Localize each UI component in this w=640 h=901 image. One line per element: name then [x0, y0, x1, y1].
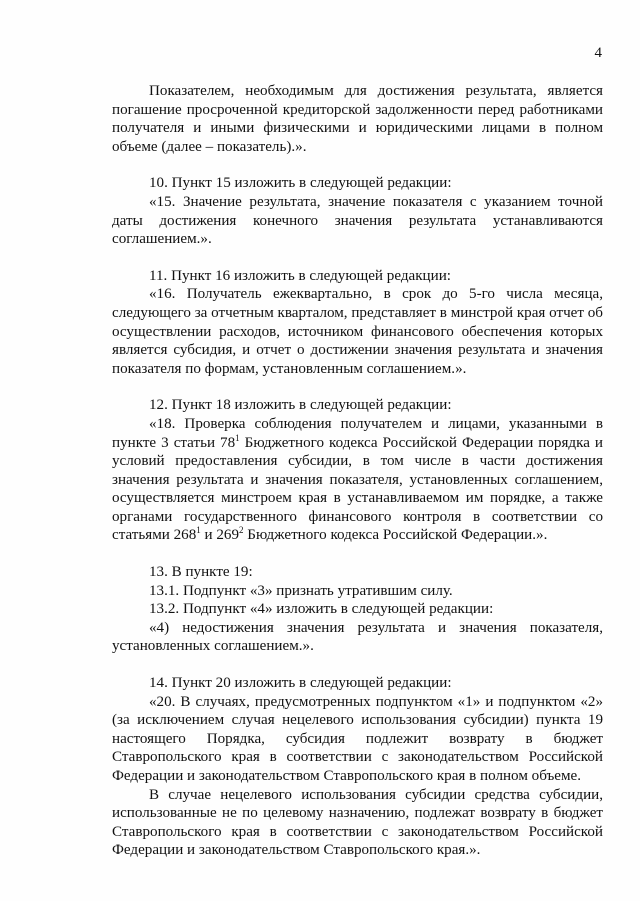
paragraph-point-15 — [112, 193, 603, 249]
text-segment: 14. Пункт 20 изложить в следующей редакции: — [149, 675, 452, 692]
text-segment: «16. Получатель ежеквартально, в срок до 5-го числа месяца, следующего за отчетным кварталом, представляет в минстрой края отчет об осуществлении расходов, источником финансового обеспечения которых является субсидия, и отчет о достижении значения результата и значения показателя по формам, установленным соглашением.». — [112, 286, 603, 377]
paragraph-point-16 — [112, 285, 603, 378]
text-segment: Показателем, необходимым для достижения результата, является погашение просроченной кредиторской задолженности перед работниками получателя и иными физическими и юридическими лицами в полном объеме (далее – показатель).». — [112, 83, 603, 155]
body-text — [112, 82, 603, 860]
superscript: 1 — [196, 525, 201, 536]
paragraph-item-11 — [112, 267, 603, 286]
paragraph-item-13-2 — [112, 600, 603, 619]
paragraph-item-10 — [112, 174, 603, 193]
text-segment: Бюджетного кодекса Российской Федерации порядка и условий предоставления субсидии, в том числе в части достижения значения результата и значения показателя, установленных соглашением, осуществляется минстроем края в устанавливаемом им порядке, а также органами государственного финансового контроля в соответствии со статьями 268 — [112, 434, 603, 544]
paragraph-item-12 — [112, 396, 603, 415]
text-segment: «18. Проверка соблюдения получателем и лицами, указанными в пункте 3 статьи 78 — [112, 415, 603, 451]
text-segment: 12. Пункт 18 изложить в следующей редакции: — [149, 397, 452, 414]
text-segment: «20. В случаях, предусмотренных подпунктом «1» и подпунктом «2» (за исключением случая нецелевого использования субсидии) пункта 19 настоящего Порядка, субсидия подлежит возврату в бюджет Ставропольского края в соответствии с законодательством Российской Федерации и законодательством Ставропольского края в полном объеме. — [112, 693, 603, 784]
text-segment: 13.1. Подпункт «3» признать утратившим силу. — [149, 582, 453, 599]
text-segment: 13.2. Подпункт «4» изложить в следующей редакции: — [149, 601, 494, 618]
paragraph-subpoint-4 — [112, 619, 603, 656]
paragraph-misuse-case — [112, 786, 603, 860]
text-segment: Бюджетного кодекса Российской Федерации.». — [243, 527, 548, 544]
text-segment: и 269 — [200, 527, 240, 544]
text-segment: 10. Пункт 15 изложить в следующей редакции: — [149, 175, 452, 192]
text-segment: В случае нецелевого использования субсидии средства субсидии, использованные не по целевому назначению, подлежат возврату в бюджет Ставропольского края в соответствии с законодательством Российской Федерации и законодательством Ставропольского края.». — [112, 786, 603, 859]
text-segment: 11. Пункт 16 изложить в следующей редакции: — [149, 267, 451, 284]
superscript: 2 — [239, 525, 244, 536]
superscript: 1 — [235, 432, 240, 443]
text-segment: 13. В пункте 19: — [149, 564, 253, 581]
paragraph-item-13-1 — [112, 582, 603, 601]
text-segment: «15. Значение результата, значение показателя с указанием точной даты достижения конечного значения результата устанавливаются соглашением.». — [112, 193, 603, 248]
page-number: 4 — [594, 45, 602, 61]
paragraph-item-13 — [112, 563, 603, 582]
paragraph-point-18 — [112, 415, 603, 545]
paragraph-item-14 — [112, 674, 603, 693]
paragraph-point-20 — [112, 693, 603, 786]
paragraph-indicator-definition — [112, 82, 603, 156]
text-segment: «4) недостижения значения результата и значения показателя, установленных соглашением.». — [112, 619, 603, 655]
